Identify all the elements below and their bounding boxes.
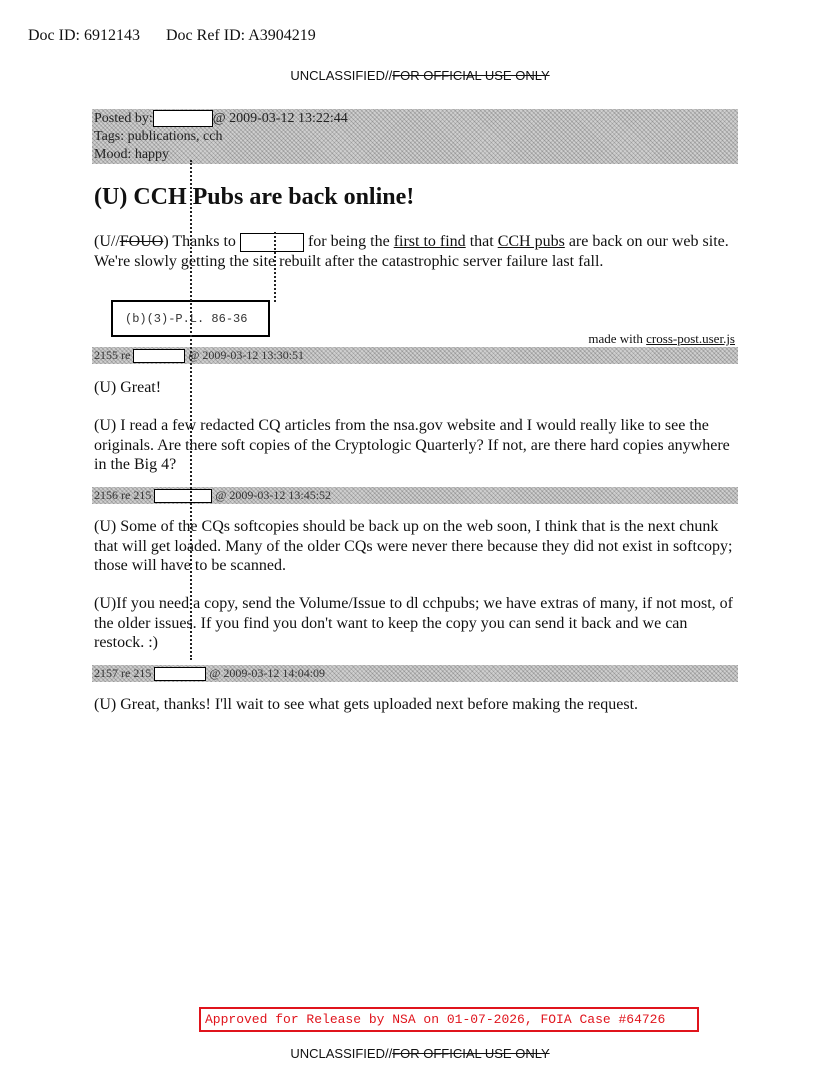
redaction-box (240, 233, 304, 252)
redaction-box (133, 349, 185, 363)
redaction-box (154, 489, 212, 503)
reply-header-bar (92, 665, 738, 682)
classification-top (0, 68, 840, 83)
first-to-find-link[interactable]: first to find (393, 233, 466, 250)
body-prefix: (U// (94, 233, 120, 250)
reply-header-bar (92, 487, 738, 504)
cch-pubs-link[interactable]: CCH pubs (497, 233, 565, 250)
reply-timestamp: @ 2009-03-12 13:45:52 (215, 488, 332, 502)
reply-header-id: 2155 re (94, 348, 131, 362)
mood-line: Mood: happy (94, 147, 170, 162)
redaction-exemption-label: (b)(3)-P.L. 86-36 (111, 300, 270, 337)
body-text-4: are back on our web site. We're slowly getting the site rebuilt after the catastrophic server failure last fall. (94, 233, 729, 270)
body-text-1: ) Thanks to (163, 233, 236, 250)
posted-at: @ 2009-03-12 13:22:44 (212, 111, 348, 126)
made-with-note (588, 331, 735, 347)
redaction-leader-line (274, 232, 276, 302)
made-with-text: made with (588, 331, 643, 346)
body-text-3: that (469, 233, 494, 250)
reply-header-id: 2156 re 215 (94, 488, 152, 502)
reply-paragraph: (U) Great! (94, 379, 162, 396)
reply-paragraph: (U) I read a few redacted CQ articles from the nsa.gov website and I would really like to see the originals. Are there soft copies of the Cryptologic Quarterly? If not, are there hard copies anywhere in the Big 4? (94, 417, 730, 473)
cross-post-link[interactable]: cross-post.user.js (646, 331, 735, 346)
reply-header-id: 2157 re 215 (94, 666, 152, 680)
page-title: (U) CCH Pubs are back online! (94, 184, 415, 210)
reply-header-bar (92, 347, 738, 364)
redaction-box (154, 667, 206, 681)
classification-struck: FOR OFFICIAL USE ONLY (392, 68, 550, 83)
doc-id: Doc ID: 6912143 (28, 27, 140, 44)
reply-paragraph: (U) Great, thanks! I'll wait to see what gets uploaded next before making the request. (94, 696, 639, 713)
release-approval-stamp: Approved for Release by NSA on 01-07-2026, FOIA Case #64726 (199, 1007, 699, 1032)
redaction-box (153, 110, 213, 127)
tags-line: Tags: publications, cch (94, 129, 223, 144)
classification-label: UNCLASSIFIED// (290, 68, 393, 83)
classification-label: UNCLASSIFIED// (290, 1046, 393, 1061)
posted-by-label: Posted by: (94, 111, 153, 126)
classification-bottom (0, 1046, 840, 1061)
doc-ref-id: Doc Ref ID: A3904219 (166, 27, 316, 44)
redaction-leader-line (190, 160, 192, 660)
reply-paragraph: (U) Some of the CQs softcopies should be back up on the web soon, I think that is the next chunk that will get loaded. Many of the older CQs were never there because they did not exist in softcopy; those will have to be scanned. (94, 518, 733, 574)
body-text-2: for being the (307, 233, 390, 250)
reply-timestamp: @ 2009-03-12 14:04:09 (209, 666, 326, 680)
reply-paragraph: (U)If you need a copy, send the Volume/Issue to dl cchpubs; we have extras of many, if not most, of the older issues. If you find you don't want to keep the copy you can send it back and we can restock. :) (94, 595, 733, 651)
reply-timestamp: @ 2009-03-12 13:30:51 (188, 348, 305, 362)
posted-by-line (94, 110, 348, 127)
classification-struck: FOR OFFICIAL USE ONLY (392, 1046, 550, 1061)
body-struck: FOUO (119, 233, 164, 250)
